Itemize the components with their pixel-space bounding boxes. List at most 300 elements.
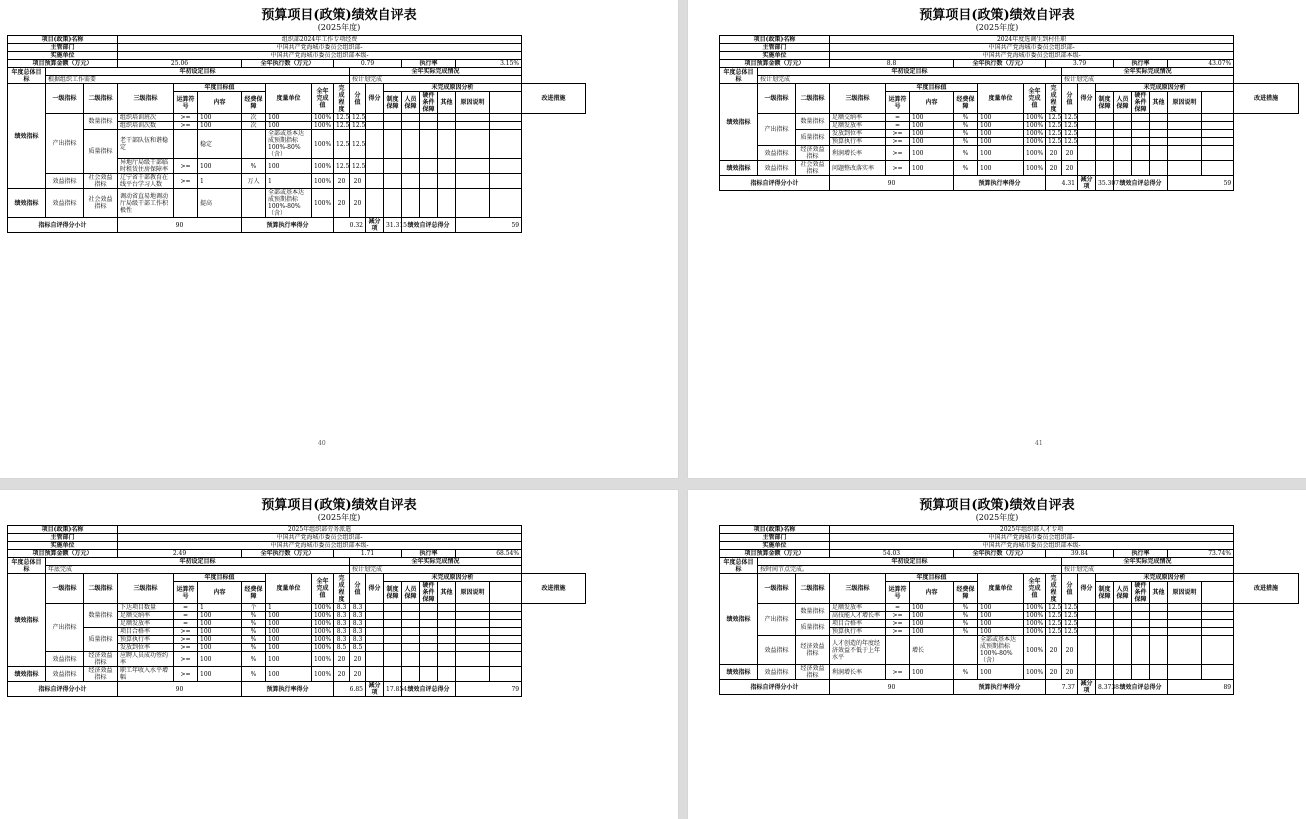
target-value-cell: 100 bbox=[910, 122, 954, 130]
header-system: 制度保障 bbox=[384, 92, 402, 114]
full-year-cell: 100 bbox=[266, 114, 312, 122]
evaluation-table bbox=[7, 525, 586, 697]
level2-cell: 经济效益指标 bbox=[796, 665, 830, 680]
header-improve: 改进措施 bbox=[1234, 84, 1299, 114]
label-perf-indicator: 绩效指标 bbox=[8, 84, 46, 189]
impl-value: 中国共产党海城市委员会组织部本级- bbox=[118, 52, 522, 60]
got-cell: 20 bbox=[350, 189, 366, 218]
label-dept: 主管部门 bbox=[8, 44, 118, 52]
score-cell: 20 bbox=[1046, 161, 1062, 176]
header-level3: 三级指标 bbox=[830, 84, 886, 114]
unit-cell: % bbox=[242, 652, 266, 667]
empty-cell bbox=[420, 667, 438, 682]
empty-cell bbox=[1114, 612, 1132, 620]
actual-completion-text: 按计划完成 bbox=[350, 76, 522, 84]
full-year-cell: 100 bbox=[978, 114, 1024, 122]
unit-cell: % bbox=[242, 620, 266, 628]
empty-cell bbox=[438, 130, 456, 159]
header-full-year: 全年完成值 bbox=[312, 84, 334, 114]
header-operator: 运算符号 bbox=[174, 92, 198, 114]
score-cell: 20 bbox=[334, 652, 350, 667]
unit-cell: % bbox=[954, 122, 978, 130]
evaluation-table bbox=[719, 35, 1299, 191]
empty-cell bbox=[456, 612, 490, 620]
operator-cell: = bbox=[174, 612, 198, 620]
table-row bbox=[8, 652, 586, 667]
empty-cell bbox=[1168, 130, 1202, 138]
score-cell: 8.3 bbox=[334, 612, 350, 620]
operator-cell bbox=[886, 636, 910, 665]
label-deduction: 减分项 bbox=[1078, 680, 1096, 695]
header-target: 年度目标值 bbox=[886, 84, 978, 92]
label-annual-goal: 年度总体目标 bbox=[720, 558, 758, 574]
empty-cell bbox=[1132, 612, 1150, 620]
target-value-cell: 100 bbox=[910, 612, 954, 620]
exec-value: 39.84 bbox=[1046, 550, 1114, 558]
level3-cell: 职工年收入水平增幅 bbox=[118, 667, 174, 682]
empty-cell bbox=[1078, 130, 1096, 138]
form-year: (2025年度) bbox=[975, 513, 1019, 522]
degree-cell: 100% bbox=[312, 604, 334, 612]
label-exec-amount: 全年执行数（万元） bbox=[954, 60, 1046, 68]
level3-cell: 下达项目数量 bbox=[118, 604, 174, 612]
degree-cell: 100% bbox=[1024, 628, 1046, 636]
rate-score-value: 4.31 bbox=[1046, 176, 1078, 191]
level3-cell: 预算执行率 bbox=[830, 138, 886, 146]
target-value-cell: 100 bbox=[910, 628, 954, 636]
label-initial-goal: 年初设定目标 bbox=[46, 68, 350, 76]
label-budget: 项目预算金额（万元） bbox=[720, 550, 830, 558]
operator-cell: >= bbox=[886, 665, 910, 680]
empty-cell bbox=[490, 636, 522, 644]
total-score-value: 89 bbox=[1168, 680, 1234, 695]
empty-cell bbox=[438, 159, 456, 174]
header-full-year: 全年完成值 bbox=[312, 574, 334, 604]
empty-cell bbox=[490, 122, 522, 130]
degree-cell: 100% bbox=[312, 159, 334, 174]
label-project-name: 项目(政策)名称 bbox=[8, 36, 118, 44]
level2-cell: 质量指标 bbox=[796, 620, 830, 636]
level3-cell: 项目合格率 bbox=[118, 628, 174, 636]
empty-cell bbox=[456, 189, 490, 218]
empty-cell bbox=[456, 620, 490, 628]
header-full-year: 全年完成值 bbox=[1024, 574, 1046, 604]
label-perf-indicator: 绩效指标 bbox=[720, 84, 758, 161]
empty-cell bbox=[1114, 604, 1132, 612]
empty-cell bbox=[1132, 146, 1150, 161]
level3-cell: 问题整改落实率 bbox=[830, 161, 886, 176]
operator-cell: >= bbox=[886, 628, 910, 636]
degree-cell: 100% bbox=[1024, 636, 1046, 665]
total-score-value: 59 bbox=[456, 218, 522, 233]
score-cell: 12.5 bbox=[1046, 122, 1062, 130]
form-year: (2025年度) bbox=[317, 23, 361, 32]
unit-cell: % bbox=[954, 130, 978, 138]
empty-cell bbox=[1096, 612, 1114, 620]
empty-cell bbox=[1150, 612, 1168, 620]
label-rate-score: 预算执行率得分 bbox=[954, 680, 1046, 695]
label-initial-goal: 年初设定目标 bbox=[758, 68, 1062, 76]
label-exec-amount: 全年执行数（万元） bbox=[242, 60, 334, 68]
unit-cell: % bbox=[242, 644, 266, 652]
target-value-cell: 100 bbox=[910, 604, 954, 612]
empty-cell bbox=[1132, 122, 1150, 130]
label-impl: 实施单位 bbox=[8, 52, 118, 60]
level3-cell: 应聘人员成功签约率 bbox=[118, 652, 174, 667]
header-full-year: 全年完成值 bbox=[1024, 84, 1046, 114]
empty-cell bbox=[1114, 161, 1132, 176]
empty-cell bbox=[402, 130, 420, 159]
operator-cell: = bbox=[174, 620, 198, 628]
empty-cell bbox=[1168, 161, 1202, 176]
empty-cell bbox=[1114, 122, 1132, 130]
empty-cell bbox=[366, 122, 384, 130]
score-cell: 12.5 bbox=[1046, 130, 1062, 138]
empty-cell bbox=[402, 122, 420, 130]
label-impl: 实施单位 bbox=[8, 542, 118, 550]
label-initial-goal: 年初设定目标 bbox=[758, 558, 1062, 566]
empty-cell bbox=[384, 652, 402, 667]
header-score: 分值 bbox=[1062, 84, 1078, 114]
operator-cell bbox=[174, 189, 198, 218]
header-degree: 完成程度 bbox=[1046, 84, 1062, 114]
operator-cell: = bbox=[886, 604, 910, 612]
empty-cell bbox=[490, 174, 522, 189]
level3-cell: 足额发放率 bbox=[830, 122, 886, 130]
got-cell: 12.5 bbox=[350, 130, 366, 159]
empty-cell bbox=[384, 174, 402, 189]
empty-cell bbox=[1168, 146, 1202, 161]
level2-cell: 数量指标 bbox=[796, 114, 830, 130]
header-target: 年度目标值 bbox=[886, 574, 978, 582]
label-exec-rate: 执行率 bbox=[1114, 60, 1168, 68]
form-title: 预算项目(政策)绩效自评表 bbox=[919, 8, 1075, 23]
header-unit: 度量单位 bbox=[978, 574, 1024, 604]
empty-cell bbox=[1132, 604, 1150, 612]
label-actual-completion: 全年实际完成情况 bbox=[1062, 558, 1234, 566]
unit-cell: % bbox=[954, 114, 978, 122]
form-year: (2025年度) bbox=[317, 513, 361, 522]
unit-cell: % bbox=[954, 612, 978, 620]
empty-cell bbox=[1114, 620, 1132, 628]
level2-cell: 数量指标 bbox=[84, 114, 118, 130]
header-staff: 人员保障 bbox=[1114, 582, 1132, 604]
label-exec-rate: 执行率 bbox=[1114, 550, 1168, 558]
score-cell: 20 bbox=[334, 174, 350, 189]
empty-cell bbox=[490, 604, 522, 612]
empty-cell bbox=[490, 612, 522, 620]
table-row bbox=[720, 604, 1299, 612]
empty-cell bbox=[1078, 114, 1096, 122]
got-cell: 8.3 bbox=[350, 612, 366, 620]
empty-cell bbox=[402, 667, 420, 682]
score-cell: 12.5 bbox=[1046, 138, 1062, 146]
operator-cell: >= bbox=[174, 636, 198, 644]
empty-cell bbox=[1096, 604, 1114, 612]
empty-cell bbox=[456, 122, 490, 130]
full-year-cell: 100 bbox=[978, 665, 1024, 680]
empty-cell bbox=[420, 644, 438, 652]
empty-cell bbox=[384, 612, 402, 620]
empty-cell bbox=[366, 114, 384, 122]
empty-cell bbox=[366, 620, 384, 628]
label-budget: 项目预算金额（万元） bbox=[720, 60, 830, 68]
label-impl: 实施单位 bbox=[720, 542, 830, 550]
header-reason: 原因说明 bbox=[456, 582, 490, 604]
header-staff: 人员保障 bbox=[402, 582, 420, 604]
empty-cell bbox=[1150, 114, 1168, 122]
empty-cell bbox=[490, 114, 522, 122]
empty-cell bbox=[456, 628, 490, 636]
initial-goal-text: 按时间节点完成。 bbox=[758, 566, 1062, 574]
score-cell: 8.3 bbox=[334, 636, 350, 644]
degree-cell: 100% bbox=[1024, 138, 1046, 146]
level3-cell: 足额发放率 bbox=[830, 604, 886, 612]
full-year-cell: 100 bbox=[266, 122, 312, 130]
empty-cell bbox=[1202, 122, 1234, 130]
level1-cell: 效益指标 bbox=[758, 161, 796, 176]
operator-cell: >= bbox=[174, 628, 198, 636]
empty-cell bbox=[366, 667, 384, 682]
empty-cell bbox=[438, 644, 456, 652]
degree-cell: 100% bbox=[312, 189, 334, 218]
operator-cell: = bbox=[886, 122, 910, 130]
level2-cell: 经济效益指标 bbox=[796, 146, 830, 161]
label-total-score: 绩效自评总得分 bbox=[1114, 176, 1168, 191]
header-got: 得分 bbox=[1078, 574, 1096, 604]
full-year-cell: 100 bbox=[978, 146, 1024, 161]
got-cell: 8.3 bbox=[350, 620, 366, 628]
label-total-score: 绩效自评总得分 bbox=[1114, 680, 1168, 695]
header-level2: 二级指标 bbox=[796, 84, 830, 114]
header-content: 内容 bbox=[910, 582, 954, 604]
table-row bbox=[720, 620, 1299, 628]
got-cell: 12.5 bbox=[350, 159, 366, 174]
label-subtotal: 指标自评得分小计 bbox=[8, 682, 118, 697]
empty-cell bbox=[1202, 636, 1234, 665]
got-cell: 12.5 bbox=[350, 114, 366, 122]
target-value-cell: 100 bbox=[910, 146, 954, 161]
score-cell: 8.5 bbox=[334, 644, 350, 652]
got-cell: 12.5 bbox=[1062, 620, 1078, 628]
empty-cell bbox=[490, 159, 522, 174]
label-exec-amount: 全年执行数（万元） bbox=[242, 550, 334, 558]
empty-cell bbox=[1202, 138, 1234, 146]
empty-cell bbox=[1096, 114, 1114, 122]
full-year-cell: 100 bbox=[266, 628, 312, 636]
empty-cell bbox=[1150, 161, 1168, 176]
header-unfinished: 未完成原因分析 bbox=[384, 84, 522, 92]
subtotal-value: 90 bbox=[830, 176, 954, 191]
exec-value: 3.79 bbox=[1046, 60, 1114, 68]
empty-cell bbox=[402, 174, 420, 189]
empty-cell bbox=[1150, 122, 1168, 130]
got-cell: 20 bbox=[1062, 636, 1078, 665]
unit-cell: % bbox=[954, 665, 978, 680]
label-subtotal: 指标自评得分小计 bbox=[8, 218, 118, 233]
label-subtotal: 指标自评得分小计 bbox=[720, 680, 830, 695]
label-perf-indicator: 绩效指标 bbox=[720, 161, 758, 176]
total-score-value: 59 bbox=[1168, 176, 1234, 191]
project-name: 2024年度选调生到村任职 bbox=[830, 36, 1234, 44]
empty-cell bbox=[490, 620, 522, 628]
label-project-name: 项目(政策)名称 bbox=[8, 526, 118, 534]
exec-rate-value: 3.15% bbox=[456, 60, 522, 68]
got-cell: 8.3 bbox=[350, 628, 366, 636]
table-row bbox=[8, 114, 586, 122]
rate-score-value: 6.85 bbox=[334, 682, 366, 697]
header-level3: 三级指标 bbox=[118, 574, 174, 604]
degree-cell: 100% bbox=[312, 667, 334, 682]
empty-cell bbox=[384, 667, 402, 682]
empty-cell bbox=[366, 652, 384, 667]
table-row bbox=[8, 189, 586, 218]
empty-cell bbox=[438, 667, 456, 682]
label-perf-indicator: 绩效指标 bbox=[8, 189, 46, 218]
label-dept: 主管部门 bbox=[8, 534, 118, 542]
page-number: 40 bbox=[318, 440, 326, 447]
actual-completion-text: 按计划完成 bbox=[350, 566, 522, 574]
label-actual-completion: 全年实际完成情况 bbox=[1062, 68, 1234, 76]
got-cell: 20 bbox=[1062, 665, 1078, 680]
empty-cell bbox=[402, 189, 420, 218]
form-year: (2025年度) bbox=[975, 23, 1019, 32]
level2-cell: 经济效益指标 bbox=[84, 652, 118, 667]
empty-cell bbox=[384, 604, 402, 612]
label-subtotal: 指标自评得分小计 bbox=[720, 176, 830, 191]
level3-cell: 预算执行率 bbox=[830, 628, 886, 636]
empty-cell bbox=[1078, 620, 1096, 628]
level1-cell: 效益指标 bbox=[46, 189, 84, 218]
score-cell: 12.5 bbox=[1046, 620, 1062, 628]
target-value-cell: 100 bbox=[910, 130, 954, 138]
empty-cell bbox=[1150, 620, 1168, 628]
got-cell: 8.5 bbox=[350, 644, 366, 652]
empty-cell bbox=[1202, 612, 1234, 620]
empty-cell bbox=[1150, 636, 1168, 665]
level3-cell: 足额交纳率 bbox=[118, 612, 174, 620]
table-row bbox=[8, 174, 586, 189]
empty-cell bbox=[366, 189, 384, 218]
empty-cell bbox=[366, 604, 384, 612]
unit-cell: % bbox=[954, 138, 978, 146]
target-value-cell: 稳定 bbox=[198, 130, 242, 159]
level2-cell: 经济效益指标 bbox=[84, 667, 118, 682]
empty-cell bbox=[1202, 146, 1234, 161]
operator-cell: >= bbox=[174, 652, 198, 667]
label-exec-amount: 全年执行数（万元） bbox=[954, 550, 1046, 558]
label-total-score: 绩效自评总得分 bbox=[402, 218, 456, 233]
header-got: 得分 bbox=[1078, 84, 1096, 114]
empty-cell bbox=[420, 636, 438, 644]
header-content: 内容 bbox=[198, 582, 242, 604]
operator-cell: >= bbox=[174, 174, 198, 189]
target-value-cell: 100 bbox=[910, 665, 954, 680]
target-value-cell: 1 bbox=[198, 604, 242, 612]
empty-cell bbox=[1168, 122, 1202, 130]
initial-goal-text: 根据组织工作需要 bbox=[46, 76, 350, 84]
table-row bbox=[720, 130, 1299, 138]
score-cell: 12.5 bbox=[1046, 628, 1062, 636]
degree-cell: 100% bbox=[1024, 161, 1046, 176]
got-cell: 8.3 bbox=[350, 636, 366, 644]
budget-value: 54.03 bbox=[830, 550, 954, 558]
budget-value: 8.8 bbox=[830, 60, 954, 68]
got-cell: 12.5 bbox=[350, 122, 366, 130]
form-title: 预算项目(政策)绩效自评表 bbox=[261, 8, 417, 23]
level2-cell: 质量指标 bbox=[84, 628, 118, 652]
empty-cell bbox=[1168, 604, 1202, 612]
subtotal-value: 90 bbox=[118, 682, 242, 697]
header-system: 制度保障 bbox=[1096, 582, 1114, 604]
empty-cell bbox=[1132, 636, 1150, 665]
level1-cell: 效益指标 bbox=[758, 146, 796, 161]
header-content: 内容 bbox=[198, 92, 242, 114]
full-year-cell: 100 bbox=[266, 644, 312, 652]
form-page-3 bbox=[0, 490, 678, 819]
empty-cell bbox=[1096, 122, 1114, 130]
level3-cell: 利润增长率 bbox=[830, 665, 886, 680]
empty-cell bbox=[438, 612, 456, 620]
empty-cell bbox=[1132, 161, 1150, 176]
empty-cell bbox=[420, 189, 438, 218]
empty-cell bbox=[1096, 146, 1114, 161]
header-level3: 三级指标 bbox=[830, 574, 886, 604]
impl-value: 中国共产党海城市委员会组织部本级- bbox=[830, 542, 1234, 550]
empty-cell bbox=[1114, 130, 1132, 138]
target-value-cell: 1 bbox=[198, 174, 242, 189]
level3-cell: 项目合格率 bbox=[830, 620, 886, 628]
degree-cell: 100% bbox=[1024, 146, 1046, 161]
level3-cell: 调动省直易地调动厅局级干部工作积极性 bbox=[118, 189, 174, 218]
table-row bbox=[8, 628, 586, 636]
empty-cell bbox=[1096, 665, 1114, 680]
empty-cell bbox=[490, 628, 522, 636]
full-year-cell: 1 bbox=[266, 604, 312, 612]
empty-cell bbox=[1132, 620, 1150, 628]
table-row bbox=[720, 665, 1299, 680]
label-impl: 实施单位 bbox=[720, 52, 830, 60]
dept-value: 中国共产党海城市委员会组织部- bbox=[118, 44, 522, 52]
empty-cell bbox=[420, 122, 438, 130]
empty-cell bbox=[420, 620, 438, 628]
unit-cell: % bbox=[242, 636, 266, 644]
target-value-cell: 100 bbox=[198, 620, 242, 628]
operator-cell: >= bbox=[886, 146, 910, 161]
form-title: 预算项目(政策)绩效自评表 bbox=[919, 498, 1075, 513]
empty-cell bbox=[1168, 620, 1202, 628]
empty-cell bbox=[1202, 665, 1234, 680]
full-year-cell: 100 bbox=[978, 612, 1024, 620]
level1-cell: 产出指标 bbox=[46, 114, 84, 174]
full-year-cell: 100 bbox=[978, 138, 1024, 146]
unit-cell: % bbox=[954, 604, 978, 612]
empty-cell bbox=[420, 114, 438, 122]
target-value-cell: 100 bbox=[910, 620, 954, 628]
degree-cell: 100% bbox=[1024, 604, 1046, 612]
header-reason: 原因说明 bbox=[1168, 92, 1202, 114]
empty-cell bbox=[1078, 636, 1096, 665]
table-row bbox=[720, 114, 1299, 122]
level3-cell: 预算执行率 bbox=[118, 636, 174, 644]
empty-cell bbox=[366, 644, 384, 652]
header-target: 年度目标值 bbox=[174, 84, 266, 92]
empty-cell bbox=[402, 604, 420, 612]
header-unit: 度量单位 bbox=[978, 84, 1024, 114]
operator-cell: >= bbox=[886, 620, 910, 628]
form-page-1 bbox=[0, 0, 678, 478]
empty-cell bbox=[1132, 114, 1150, 122]
